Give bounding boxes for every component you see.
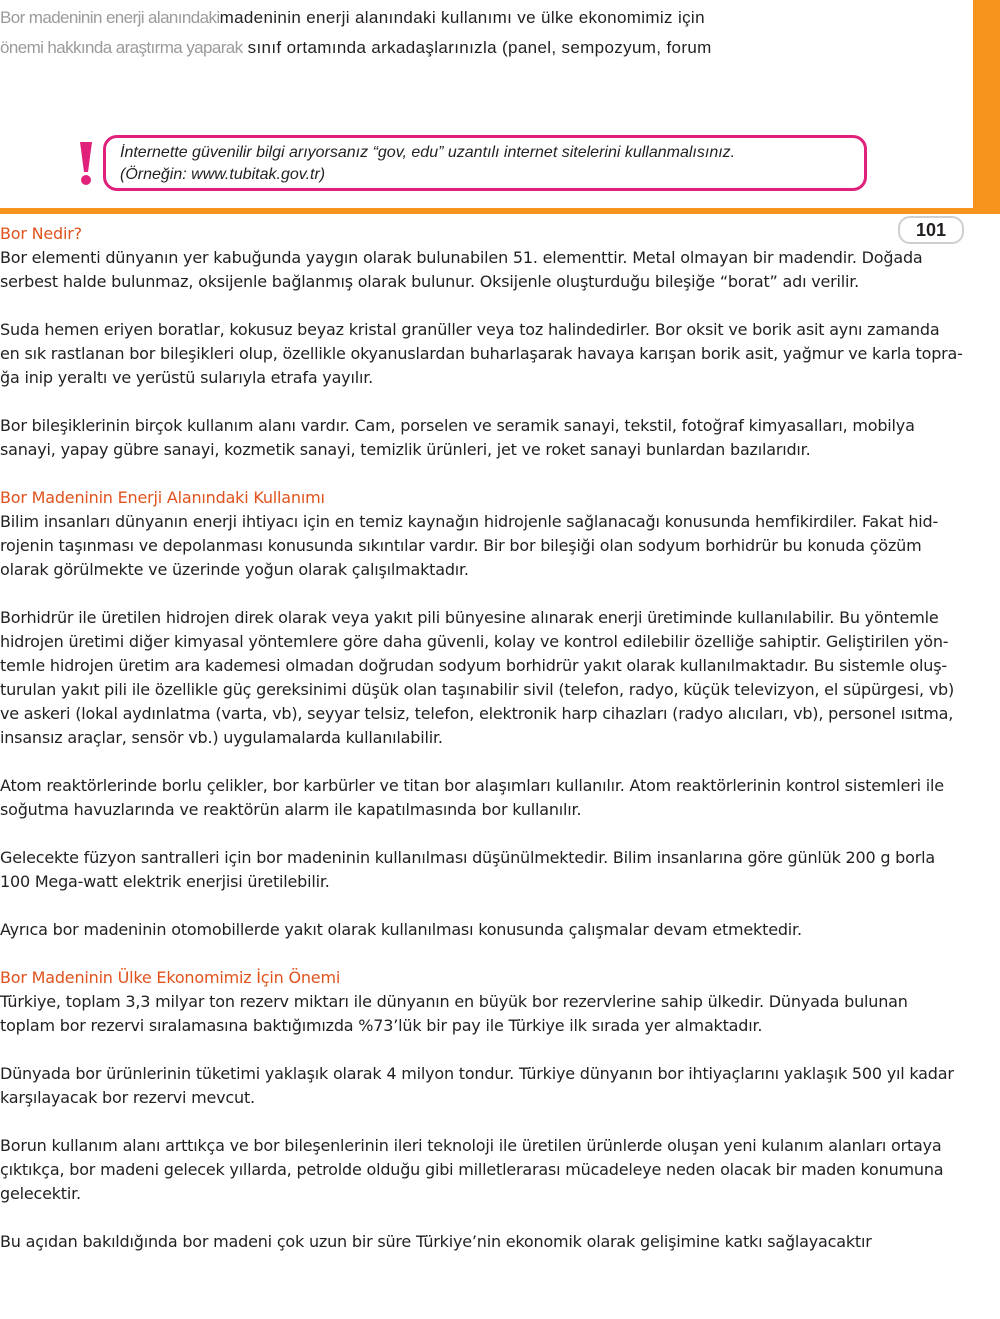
paragraph — [0, 510, 998, 582]
text-line: sanayi, yapay gübre sanayi, kozmetik sanayi, temizlik ürünleri, jet ve roket sanayi bunlardan bazılarıdır. — [0, 440, 811, 459]
orange-frame-right — [973, 0, 1000, 214]
tip-note-box — [103, 135, 867, 191]
activity-text-line-1 — [0, 8, 705, 28]
text-line: Bor bileşiklerinin birçok kullanım alanı vardır. Cam, porselen ve seramik sanayi, tekstil, fotoğraf kimyasalları, mobilya — [0, 416, 915, 435]
section-heading-bor-nedir: Bor Nedir? — [0, 224, 82, 243]
paragraph — [0, 1062, 998, 1110]
previous-activity-panel — [0, 0, 1000, 214]
paragraph — [0, 774, 998, 822]
text-line: turulan yakıt pili ile özellikle güç gereksinimi düşük olan taşınabilir sivil (telefon, radyo, küçük televizyon, el süpürgesi, vb) — [0, 680, 955, 699]
paragraph — [0, 990, 998, 1038]
exclamation-icon — [76, 140, 96, 186]
activity-text-line-2-visible: sınıf ortamında arkadaşlarınızla (panel, sempozyum, forum — [247, 38, 712, 57]
section-heading-ekonomi: Bor Madeninin Ülke Ekonomimiz İçin Önemi — [0, 968, 341, 987]
text-line: 100 Mega-watt elektrik enerjisi üretilebilir. — [0, 872, 330, 891]
text-line: Bilim insanları dünyanın enerji ihtiyacı için en temiz kaynağın hidrojenle sağlanacağı konusunda hemfikirdiler. Fakat hid- — [0, 512, 939, 531]
text-line: Bu açıdan bakıldığında bor madeni çok uzun bir süre Türkiye’nin ekonomik olarak gelişimine katkı sağlayacaktır — [0, 1232, 872, 1251]
text-line: rojenin taşınması ve depolanması konusunda sıkıntılar vardır. Bir bor bileşiği olan sodyum borhidrür bu konuda çözüm — [0, 536, 922, 555]
text-line: Dünyada bor ürünlerinin tüketimi yaklaşık olarak 4 milyon tondur. Türkiye dünyanın bor ihtiyaçlarını yaklaşık 500 yıl kadar — [0, 1064, 954, 1083]
paragraph — [0, 246, 998, 294]
text-line: Gelecekte füzyon santralleri için bor madeninin kullanılması düşünülmektedir. Bilim insanlarına göre günlük 200 g borla — [0, 848, 935, 867]
text-line: temle hidrojen üretim ara kademesi olmadan doğrudan sodyum borhidrür yakıt olarak kullanılmaktadır. Bu sistemle oluş- — [0, 656, 947, 675]
paragraph — [0, 1230, 998, 1254]
text-line: Atom reaktörlerinde borlu çelikler, bor karbürler ve titan bor alaşımları kullanılır. Atom reaktörlerinin kontrol sistemleri ile — [0, 776, 944, 795]
text-line: Türkiye, toplam 3,3 milyar ton rezerv miktarı ile dünyanın en büyük bor rezervlerine sahip ülkedir. Dünyada bulunan — [0, 992, 908, 1011]
text-line: ve askeri (lokal aydınlatma (varta, vb), seyyar telsiz, telefon, elektronik harp cihazları (radyo alıcıları, vb), personel ısıtma, — [0, 704, 954, 723]
text-line: ğa inip yeraltı ve yerüstü sularıyla etrafa yayılır. — [0, 368, 373, 387]
paragraph — [0, 918, 998, 942]
activity-text-line-2 — [0, 38, 712, 58]
tip-note-text — [120, 142, 735, 186]
text-line: karşılayacak bor rezervi mevcut. — [0, 1088, 255, 1107]
text-line: gelecektir. — [0, 1184, 81, 1203]
text-line: çıktıkça, bor madeni gelecek yıllarda, petrolde olduğu gibi milletlerarası mücadeleye neden olacak bir maden konumuna — [0, 1160, 944, 1179]
paragraph — [0, 606, 998, 750]
text-line: soğutma havuzlarında ve reaktörün alarm ile kapatılmasında bor kullanılır. — [0, 800, 582, 819]
text-line: insansız araçlar, sensör vb.) uygulamalarda kullanılabilir. — [0, 728, 443, 747]
text-line: Borun kullanım alanı arttıkça ve bor bileşenlerinin ileri teknoloji ile üretilen ürünlerde oluşan yeni kulanım alanları ortaya — [0, 1136, 942, 1155]
page-number: 101 — [898, 216, 964, 244]
text-line: Borhidrür ile üretilen hidrojen direk olarak veya yakıt pili bünyesine alınarak enerji üretiminde kullanılabilir. Bu yöntemle — [0, 608, 939, 627]
article-body — [0, 222, 998, 1278]
activity-text-line-1-visible: madeninin enerji alanındaki kullanımı ve ülke ekonomimiz için — [219, 8, 705, 27]
text-line: Ayrıca bor madeninin otomobillerde yakıt olarak kullanılması konusunda çalışmalar devam etmektedir. — [0, 920, 802, 939]
section-heading-enerji: Bor Madeninin Enerji Alanındaki Kullanımı — [0, 488, 325, 507]
paragraph — [0, 846, 998, 894]
text-line: serbest halde bulunmaz, oksijenle bağlanmış olarak bulunur. Oksijenle oluşturduğu bileşiğe “borat” adı verilir. — [0, 272, 860, 291]
text-line: Bor elementi dünyanın yer kabuğunda yaygın olarak bulunabilen 51. elementtir. Metal olmayan bir madendir. Doğada — [0, 248, 923, 267]
text-line: olarak görülmekte ve üzerinde yoğun olarak çalışılmaktadır. — [0, 560, 469, 579]
tip-note-line-1: İnternette güvenilir bilgi arıyorsanız “gov, edu” uzantılı internet sitelerini kullanmalısınız. — [120, 144, 736, 161]
activity-text-line-1-faded: Bor madeninin enerji alanındaki — [0, 8, 220, 27]
text-line: Suda hemen eriyen boratlar, kokusuz beyaz kristal granüller veya toz halindedirler. Bor oksit ve borik asit aynı zamanda — [0, 320, 940, 339]
text-line: en sık rastlanan bor bileşikleri olup, özellikle okyanuslardan buharlaşarak havaya karışan borik asit, yağmur ve karla topra- — [0, 344, 963, 363]
activity-text-line-2-faded: önemi hakkında araştırma yaparak — [0, 38, 243, 57]
tip-note-line-2: (Örneğin: www.tubitak.gov.tr) — [120, 166, 326, 183]
paragraph — [0, 414, 998, 462]
paragraph — [0, 318, 998, 390]
paragraph — [0, 1134, 998, 1206]
text-line: toplam bor rezervi sıralamasına baktığımızda %73’lük bir pay ile Türkiye ilk sırada yer almaktadır. — [0, 1016, 763, 1035]
orange-frame-bottom — [0, 208, 1000, 214]
text-line: hidrojen üretimi diğer kimyasal yöntemlere göre daha güvenli, kolay ve kontrol edilebilir özelliğe sahiptir. Geliştirilen yön- — [0, 632, 949, 651]
